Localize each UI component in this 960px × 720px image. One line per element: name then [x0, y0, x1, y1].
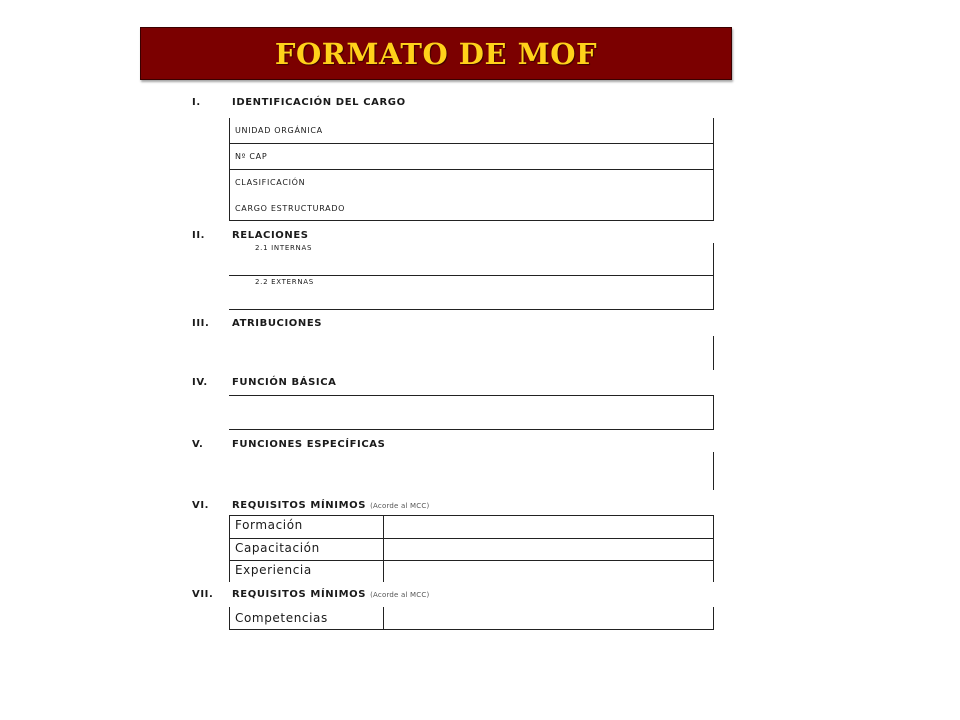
field-n-cap: Nº CAP — [235, 152, 268, 161]
section-1-divider — [229, 143, 714, 144]
section-7-note: (Acorde al MCC) — [370, 591, 430, 599]
section-3-right-border — [713, 336, 714, 370]
section-6-title — [232, 500, 429, 511]
section-2-bottom-border — [229, 309, 714, 310]
section-6-divider — [229, 538, 714, 539]
field-externas: 2.2 EXTERNAS — [255, 278, 314, 286]
section-4-number: IV. — [192, 377, 208, 388]
section-4-bottom-border — [229, 429, 714, 430]
row-capacitacion: Capacitación — [235, 541, 320, 555]
field-unidad-organica: UNIDAD ORGÁNICA — [235, 126, 323, 135]
section-2-number: II. — [192, 230, 206, 241]
section-7-column-divider — [383, 607, 384, 630]
section-7-left-border — [229, 607, 230, 630]
section-3-number: III. — [192, 318, 210, 329]
section-1-bottom-border — [229, 220, 714, 221]
row-experiencia: Experiencia — [235, 563, 312, 577]
section-5-title: FUNCIONES ESPECÍFICAS — [232, 439, 386, 450]
section-7-title — [232, 589, 429, 600]
section-1-divider — [229, 169, 714, 170]
section-6-top-border — [229, 515, 714, 516]
section-1-title: IDENTIFICACIÓN DEL CARGO — [232, 97, 406, 108]
section-2-right-border — [713, 243, 714, 310]
section-2-title: RELACIONES — [232, 230, 309, 241]
section-6-title-text: REQUISITOS MÍNIMOS — [232, 500, 367, 511]
field-internas: 2.1 INTERNAS — [255, 244, 313, 252]
section-4-top-border — [229, 395, 714, 396]
section-2-divider — [229, 275, 714, 276]
row-competencias: Competencias — [235, 611, 328, 625]
section-6-number: VI. — [192, 500, 210, 511]
section-5-right-border — [713, 452, 714, 490]
row-formacion: Formación — [235, 518, 303, 532]
section-7-bottom-border — [229, 629, 714, 630]
section-6-divider — [229, 560, 714, 561]
section-1-number: I. — [192, 97, 201, 108]
section-3-title: ATRIBUCIONES — [232, 318, 323, 329]
section-6-left-border — [229, 515, 230, 582]
section-7-right-border — [713, 607, 714, 630]
section-7-number: VII. — [192, 589, 214, 600]
field-clasificacion: CLASIFICACIÓN — [235, 178, 306, 187]
section-4-title: FUNCIÓN BÁSICA — [232, 377, 337, 388]
section-4-right-border — [713, 395, 714, 430]
section-6-note: (Acorde al MCC) — [370, 502, 430, 510]
section-5-number: V. — [192, 439, 204, 450]
title-banner — [140, 27, 732, 80]
section-6-column-divider — [383, 515, 384, 582]
section-6-right-border — [713, 515, 714, 582]
section-7-title-text: REQUISITOS MÍNIMOS — [232, 589, 367, 600]
field-cargo-estructurado: CARGO ESTRUCTURADO — [235, 204, 346, 213]
page-title: FORMATO DE MOF — [274, 36, 598, 71]
